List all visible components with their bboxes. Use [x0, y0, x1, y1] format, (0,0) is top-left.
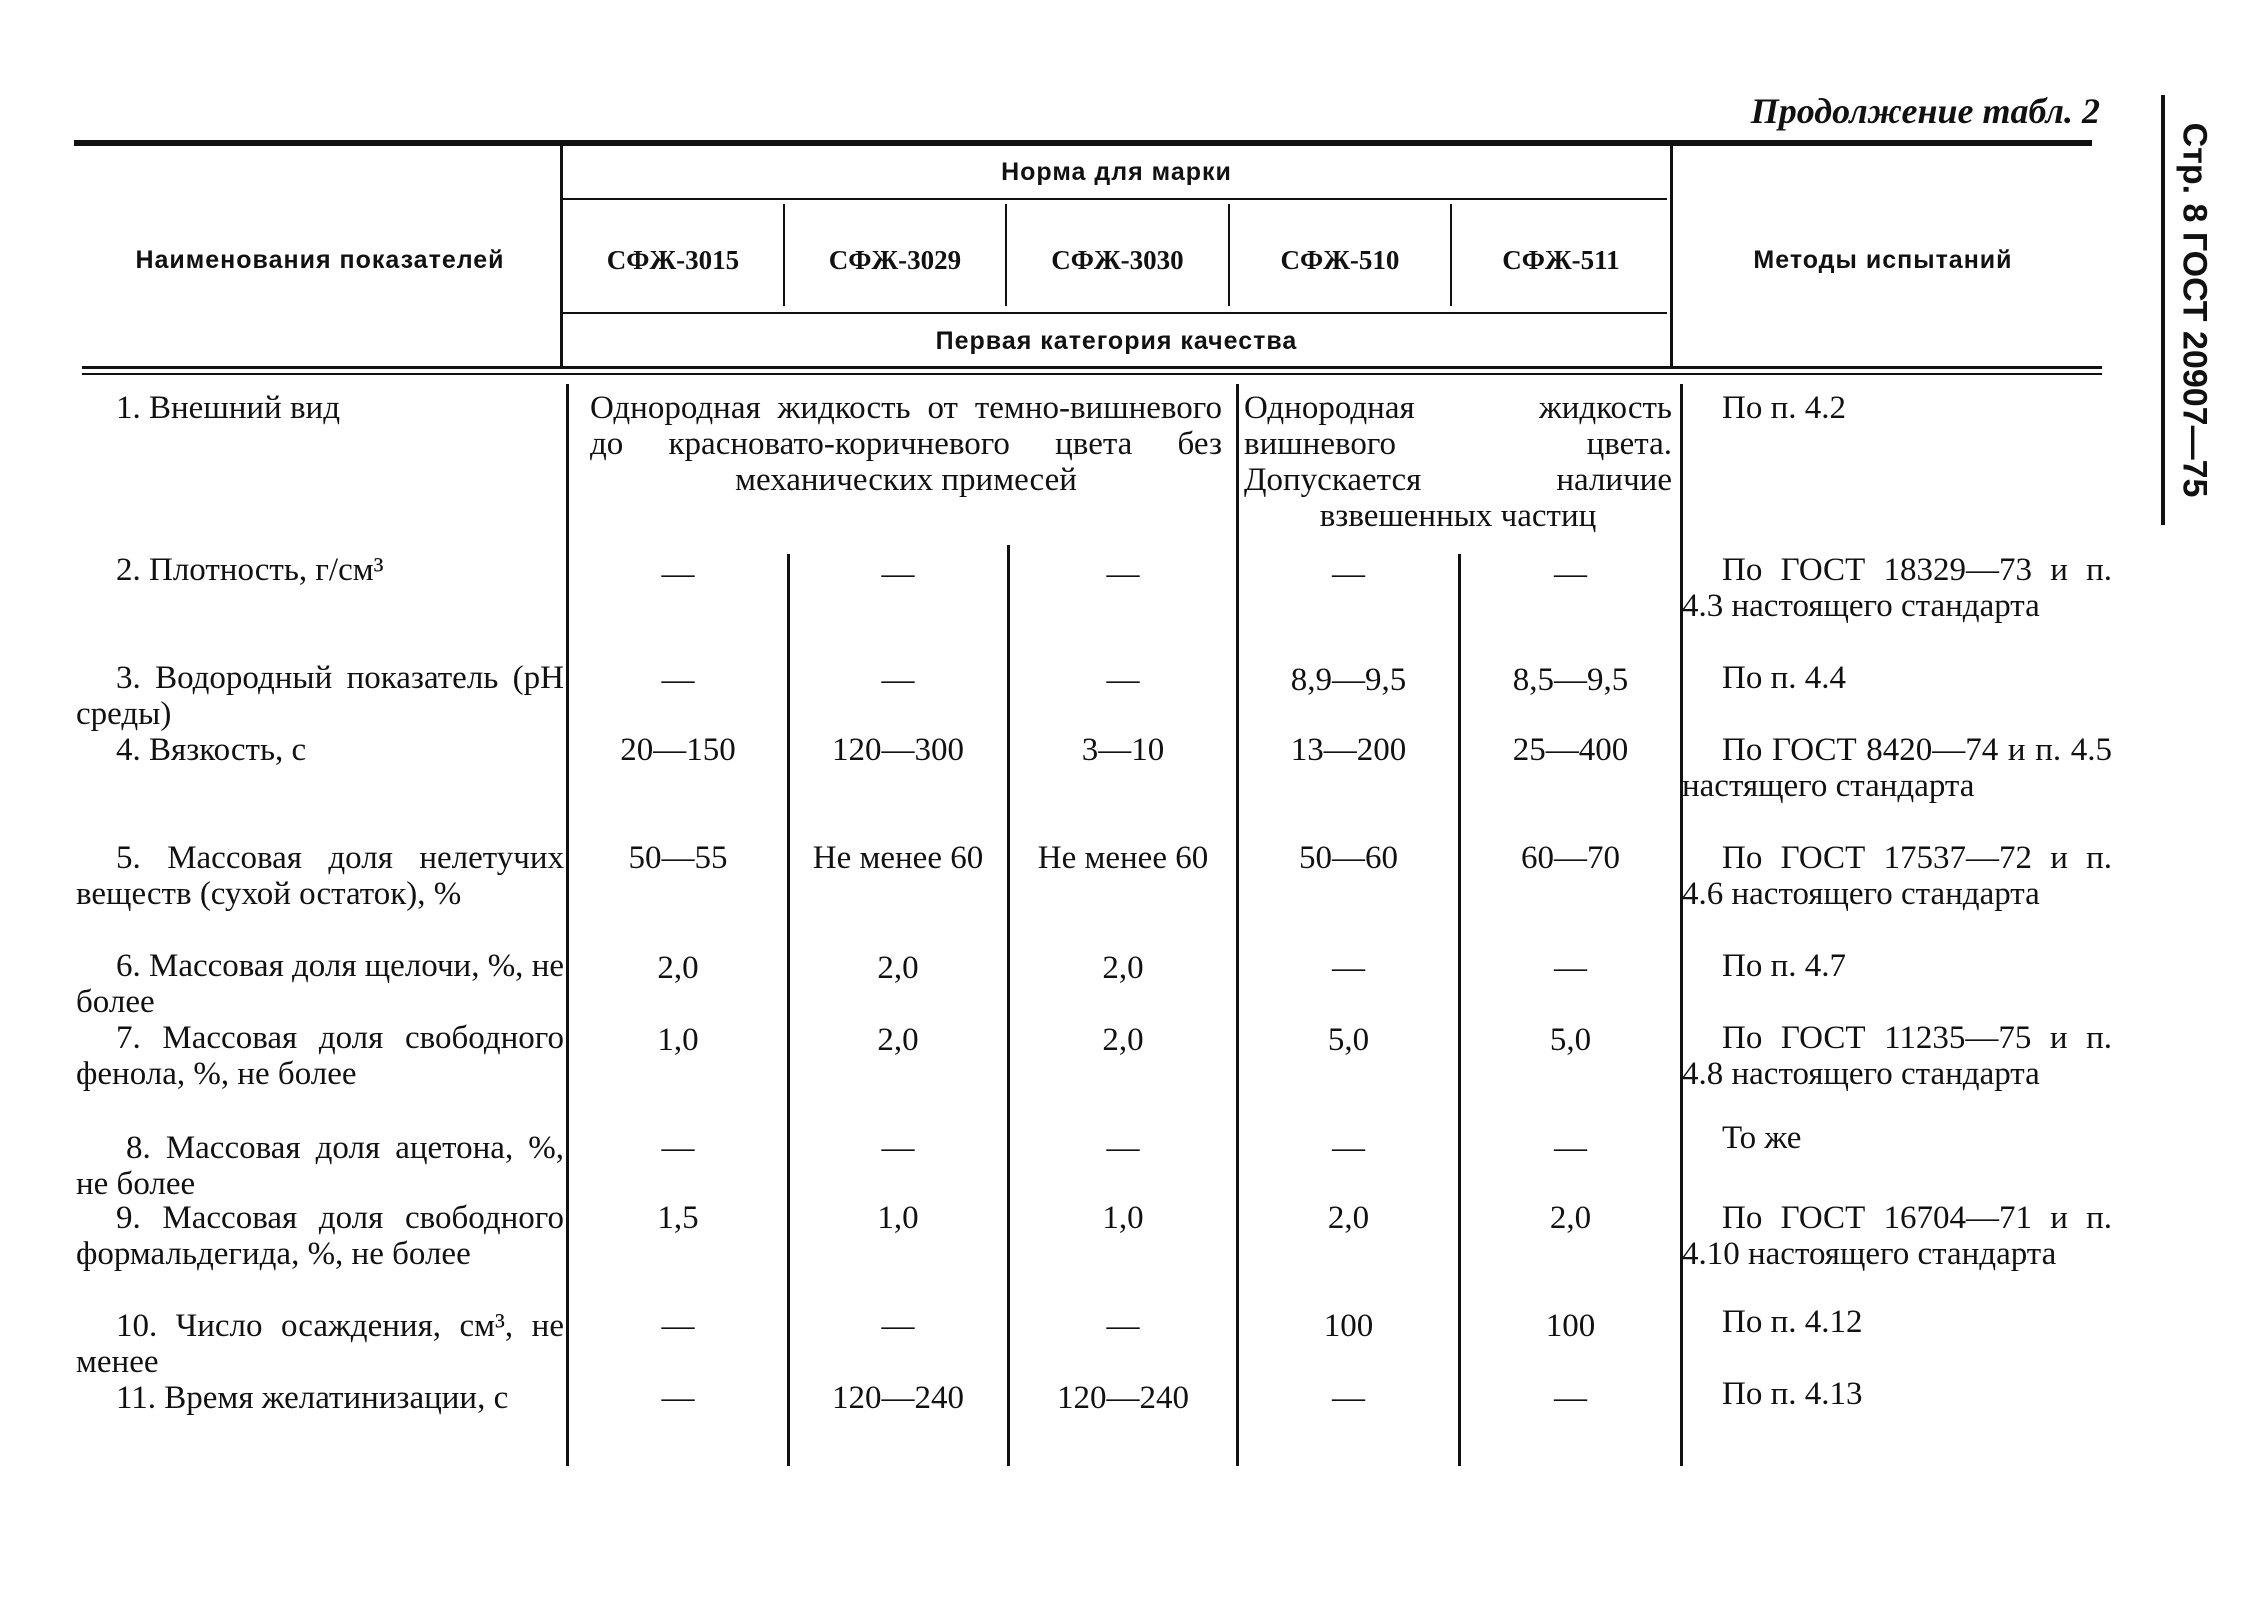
row-9-value-5: 2,0	[1549, 1200, 1592, 1236]
row-4-value-4: 13—200	[1290, 732, 1407, 768]
row-5-method: По ГОСТ 17537—72 и п. 4.6 настоящего стандарта	[1682, 840, 2112, 912]
row-8-value-5: —	[1554, 1130, 1587, 1166]
row-5-value-5: 60—70	[1521, 840, 1620, 876]
header-top-rule	[74, 140, 2092, 146]
row-11-value-1: —	[661, 1380, 695, 1416]
header-bottom-rule	[82, 366, 2102, 369]
header-grade-4: СФЖ-510	[1280, 244, 1400, 275]
row-4-name: 4. Вязкость, с	[116, 732, 307, 768]
row-1-name: 1. Внешний вид	[116, 390, 340, 426]
row-10-value-5: 100	[1545, 1308, 1596, 1344]
row-7-value-1: 1,0	[657, 1022, 699, 1058]
row-10-value-4: 100	[1323, 1308, 1374, 1344]
row-7-value-4: 5,0	[1327, 1022, 1370, 1058]
row-2-value-2: —	[881, 556, 915, 592]
row-6-value-1: 2,0	[657, 950, 699, 986]
row-8-value-1: —	[661, 1130, 695, 1166]
row-2-value-4: —	[1332, 556, 1365, 592]
body-divider-3000-500	[1236, 384, 1239, 1466]
row-9-value-4: 2,0	[1327, 1200, 1370, 1236]
row-7-value-5: 5,0	[1549, 1022, 1592, 1058]
row-2-name: 2. Плотность, г/см³	[116, 552, 384, 588]
row-9-value-1: 1,5	[657, 1200, 699, 1236]
row-2-value-1: —	[661, 556, 695, 592]
row-5-name: 5. Массовая доля нелетучих веществ (сухой остаток), %	[76, 840, 564, 912]
row-10-name: 10. Число осаждения, см³, не менее	[76, 1308, 564, 1380]
row-8-value-3: —	[1106, 1130, 1140, 1166]
row-8-name: 8. Массовая доля ацетона, %, не более	[76, 1130, 564, 1202]
row-11-value-4: —	[1332, 1380, 1365, 1416]
row-5-value-4: 50—60	[1299, 840, 1398, 876]
row-1-appearance-500-series: Однородная жидкость вишневого цвета. Допускается наличие взвешенных частиц	[1244, 390, 1672, 534]
row-11-value-3: 120—240	[1057, 1380, 1189, 1416]
header-indicator-name: Наименования показателей	[135, 245, 505, 274]
row-6-value-2: 2,0	[877, 950, 919, 986]
side-rule	[2161, 95, 2165, 525]
row-4-value-5: 25—400	[1512, 732, 1629, 768]
row-10-method: По п. 4.12	[1722, 1304, 1863, 1340]
row-3-value-2: —	[881, 662, 915, 698]
header-grade-2: СФЖ-3029	[828, 244, 962, 275]
row-7-value-2: 2,0	[877, 1022, 919, 1058]
row-11-value-5: —	[1554, 1380, 1587, 1416]
header-grade-1: СФЖ-3015	[606, 244, 740, 275]
row-4-value-1: 20—150	[620, 732, 736, 768]
row-5-value-3: Не менее 60	[1037, 840, 1209, 876]
row-6-value-4: —	[1332, 950, 1365, 986]
row-11-value-2: 120—240	[832, 1380, 964, 1416]
header-test-methods: Методы испытаний	[1753, 245, 2013, 274]
row-1-appearance-3000-series: Однородная жидкость от темно-вишневого до красновато-коричневого цвета без механических примесей	[590, 390, 1222, 498]
row-6-method: По п. 4.7	[1722, 948, 1846, 984]
row-3-method: По п. 4.4	[1722, 660, 1846, 696]
row-6-value-3: 2,0	[1102, 950, 1144, 986]
row-11-method: По п. 4.13	[1722, 1376, 1863, 1412]
grade-underline	[562, 312, 1667, 314]
row-9-value-2: 1,0	[877, 1200, 919, 1236]
row-3-value-3: —	[1106, 662, 1140, 698]
row-10-value-3: —	[1106, 1308, 1140, 1344]
side-caption	[2166, 95, 2222, 525]
norm-underline	[562, 198, 1667, 200]
continuation-caption: Продолжение табл. 2	[1750, 91, 2100, 131]
side-caption-text: Стр. 8 ГОСТ 20907—75	[2175, 122, 2214, 498]
row-3-name: 3. Водородный показатель (рН среды)	[76, 660, 564, 732]
row-2-method: По ГОСТ 18329—73 и п. 4.3 настоящего стандарта	[1682, 552, 2112, 624]
header-grade-5: СФЖ-511	[1502, 244, 1620, 275]
row-5-value-2: Не менее 60	[812, 840, 984, 876]
row-8-method: То же	[1722, 1120, 1802, 1156]
row-10-value-2: —	[881, 1308, 915, 1344]
header-bottom-rule-2	[82, 373, 2102, 375]
row-6-name: 6. Массовая доля щелочи, %, не более	[76, 948, 564, 1020]
row-3-value-1: —	[661, 662, 695, 698]
header-quality-category: Первая категория качества	[935, 326, 1298, 355]
row-7-value-3: 2,0	[1102, 1022, 1144, 1058]
row-9-value-3: 1,0	[1102, 1200, 1144, 1236]
row-7-name: 7. Массовая доля свободного фенола, %, не более	[76, 1020, 564, 1092]
row-3-value-5: 8,5—9,5	[1512, 662, 1629, 698]
row-4-method: По ГОСТ 8420—74 и п. 4.5 настящего стандарта	[1682, 732, 2112, 804]
row-7-method: По ГОСТ 11235—75 и п. 4.8 настоящего стандарта	[1682, 1020, 2112, 1092]
row-10-value-1: —	[661, 1308, 695, 1344]
row-9-method: По ГОСТ 16704—71 и п. 4.10 настоящего стандарта	[1682, 1200, 2112, 1272]
row-5-value-1: 50—55	[628, 840, 728, 876]
header-norm: Норма для марки	[1001, 157, 1232, 186]
row-4-value-2: 120—300	[832, 732, 964, 768]
row-8-value-4: —	[1332, 1130, 1365, 1166]
row-8-value-2: —	[881, 1130, 915, 1166]
row-2-value-5: —	[1554, 556, 1587, 592]
row-4-value-3: 3—10	[1081, 732, 1165, 768]
row-1-method: По п. 4.2	[1722, 390, 1846, 426]
row-6-value-5: —	[1554, 950, 1587, 986]
row-11-name: 11. Время желатинизации, с	[116, 1380, 509, 1416]
header-grade-3: СФЖ-3030	[1051, 244, 1184, 275]
row-3-value-4: 8,9—9,5	[1290, 662, 1407, 698]
body-divider-name	[566, 384, 569, 1466]
row-2-value-3: —	[1106, 556, 1140, 592]
row-9-name: 9. Массовая доля свободного формальдегида, %, не более	[76, 1200, 564, 1272]
